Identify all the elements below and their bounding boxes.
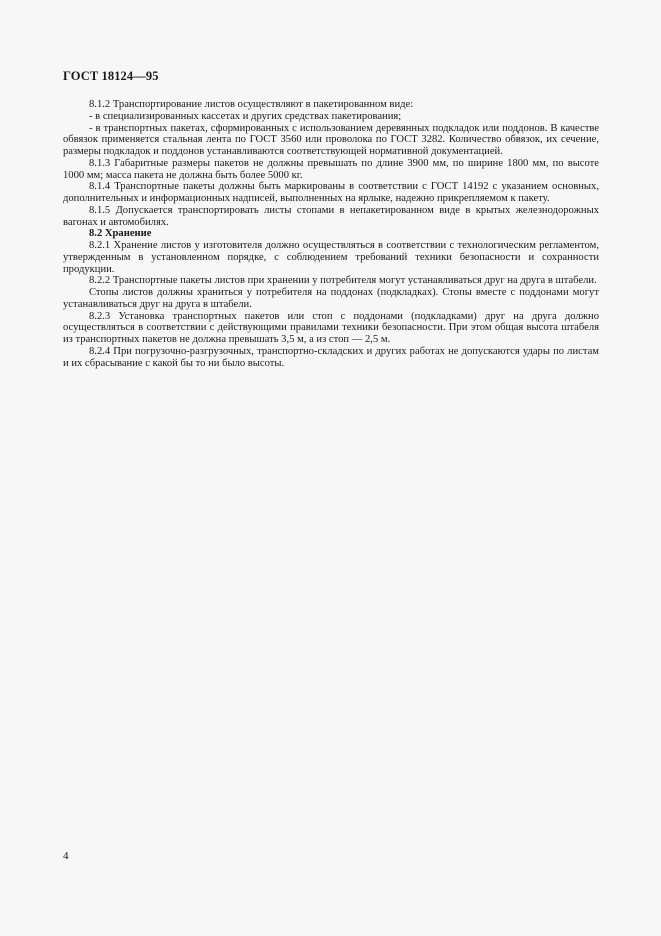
document-body bbox=[63, 99, 599, 369]
paragraph-8-2-1: 8.2.1 Хранение листов у изготовителя должно осуществляться в соответствии с технологическим регламентом, утвержденным в установленном порядке, с соблюдением требований техники безопасности и сохранности продукции. bbox=[63, 240, 599, 275]
paragraph-list-item-packages: - в транспортных пакетах, сформированных с использованием деревянных подкладок или поддонов. В качестве обвязок применяется стальная лента по ГОСТ 3560 или проволока по ГОСТ 3282. Количество обвязок, их сечение, размеры подкладок и поддонов устанавливаются соответствующей нормативной документацией. bbox=[63, 122, 599, 157]
paragraph-list-item-cassettes: - в специализированных кассетах и других средствах пакетирования; bbox=[89, 110, 402, 122]
page-number: 4 bbox=[63, 850, 69, 862]
section-heading-8-2: 8.2 Хранение bbox=[89, 228, 152, 240]
paragraph-8-2-2: 8.2.2 Транспортные пакеты листов при хранении у потребителя могут устанавливаться друг на друга в штабели. bbox=[89, 275, 597, 287]
paragraph-8-1-3: 8.1.3 Габаритные размеры пакетов не должны превышать по длине 3900 мм, по ширине 1800 мм, по высоте 1000 мм; масса пакета не должна быть более 5000 кг. bbox=[63, 157, 599, 181]
document-header: ГОСТ 18124—95 bbox=[63, 69, 159, 83]
paragraph-8-1-2: 8.1.2 Транспортирование листов осуществляют в пакетированном виде: bbox=[89, 99, 414, 110]
paragraph-stacks: Стопы листов должны храниться у потребителя на поддонах (подкладках). Стопы вместе с поддонами могут устанавливаться друг на друга в штабели. bbox=[63, 287, 599, 310]
paragraph-8-2-4: 8.2.4 При погрузочно-разгрузочных, транспортно-складских и других работах не допускаются удары по листам и их сбрасывание с какой бы то ни было высоты. bbox=[63, 345, 599, 369]
paragraph-8-2-3: 8.2.3 Установка транспортных пакетов или стоп с поддонами (подкладками) друг на друга должно осуществляться в соответствии с действующими правилами техники безопасности. При этом общая высота штабеля из транспортных пакетов не должна превышать 3,5 м, а из стоп — 2,5 м. bbox=[63, 310, 599, 345]
paragraph-8-1-5: 8.1.5 Допускается транспортировать листы стопами в непакетированном виде в крытых железнодорожных вагонах и автомобилях. bbox=[63, 204, 599, 228]
paragraph-8-1-4: 8.1.4 Транспортные пакеты должны быть маркированы в соответствии с ГОСТ 14192 с указанием основных, дополнительных и информационных надписей, выполненных на ярлыке, надежно прикрепляемом к пакету. bbox=[63, 181, 599, 204]
